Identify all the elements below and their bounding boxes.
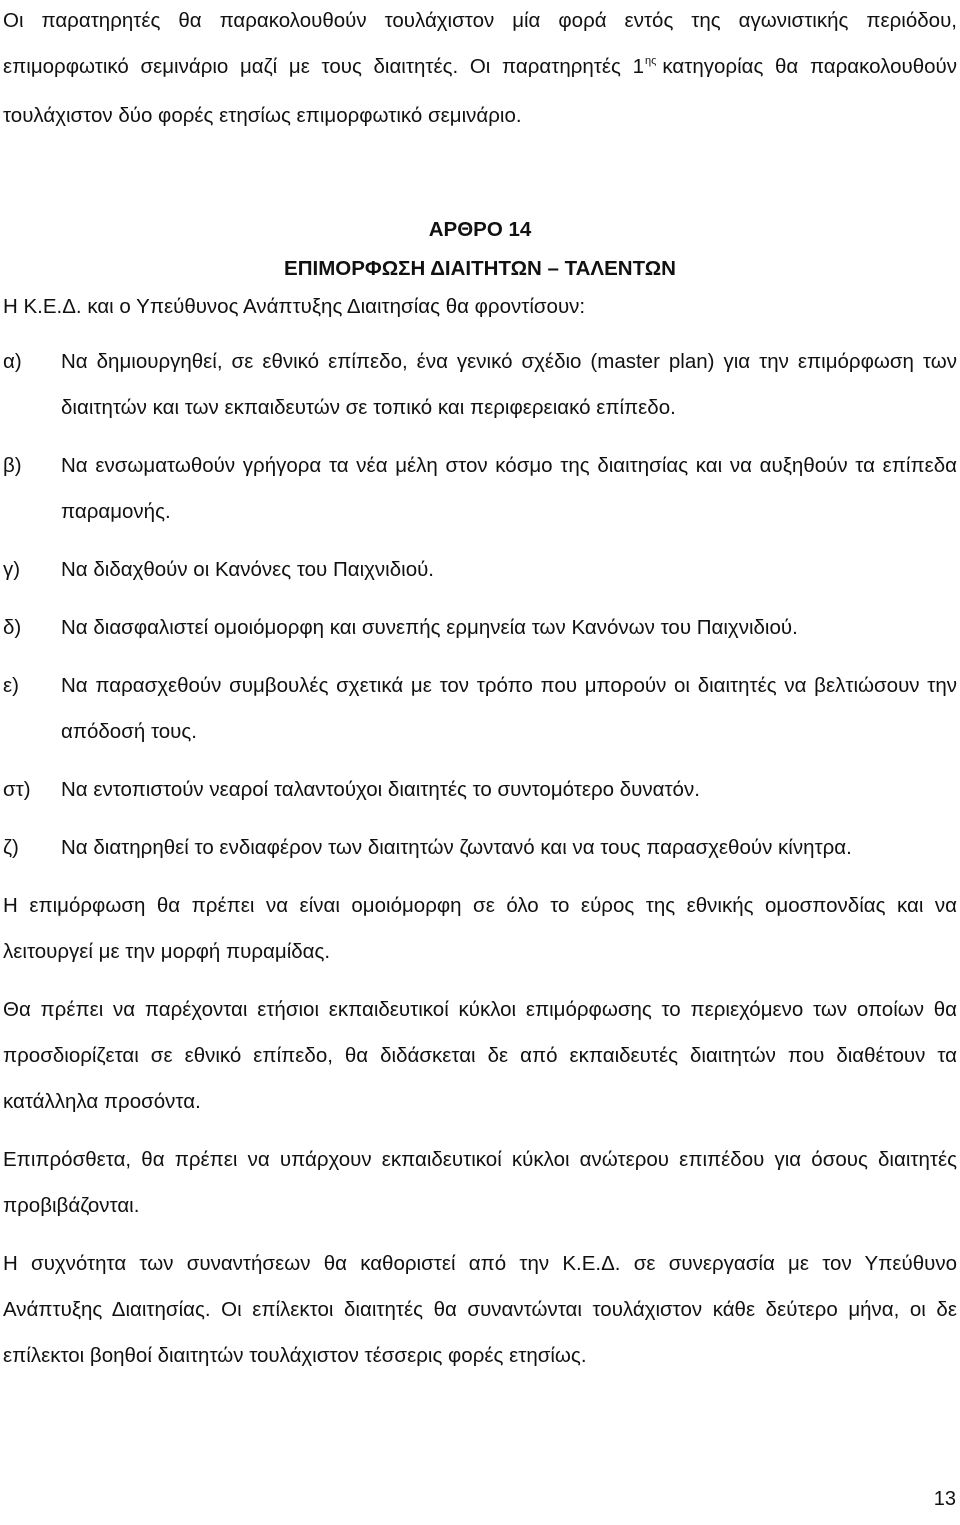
list-item xyxy=(3,767,957,813)
list-item xyxy=(3,443,957,535)
list-item-text: Να διδαχθούν οι Κανόνες του Παιχνιδιού. xyxy=(61,558,435,581)
top-paragraph-text: Οι παρατηρητές θα παρακολουθούν τουλάχιστον μία φορά εντός της αγωνιστικής περιόδου, επιμορφωτικό σεμινάριο μαζί με τους διαιτητές. Οι παρατηρητές xyxy=(3,9,957,78)
article-title: ΑΡΘΡΟ 14 xyxy=(428,218,532,241)
article-subtitle: ΕΠΙΜΟΡΦΩΣΗ ΔΙΑΙΤΗΤΩΝ – ΤΑΛΕΝΤΩΝ xyxy=(284,257,676,280)
list-item xyxy=(3,547,957,593)
list-item-label: στ) xyxy=(3,778,31,801)
list-item xyxy=(3,825,957,871)
list-item-text: Να δημιουργηθεί, σε εθνικό επίπεδο, ένα γενικό σχέδιο (master plan) για την επιμόρφωση των διαιτητών και των εκπαιδευτών σε τοπικό και περιφερειακό επίπεδο. xyxy=(61,350,957,419)
list-item xyxy=(3,605,957,651)
list-item-label: δ) xyxy=(3,616,22,639)
obligations-list xyxy=(3,339,957,871)
list-item-label: α) xyxy=(3,350,22,373)
list-item-text: Να παρασχεθούν συμβουλές σχετικά με τον τρόπο που μπορούν οι διαιτητές να βελτιώσουν την απόδοσή τους. xyxy=(61,674,957,743)
list-item xyxy=(3,663,957,755)
list-item-text: Να εντοπιστούν νεαροί ταλαντούχοι διαιτητές το συντομότερο δυνατόν. xyxy=(61,778,700,801)
list-item-label: β) xyxy=(3,454,22,477)
body-paragraph: Η επιμόρφωση θα πρέπει να είναι ομοιόμορφη σε όλο το εύρος της εθνικής ομοσπονδίας και να λειτουργεί με την μορφή πυραμίδας. xyxy=(3,894,957,963)
document-page xyxy=(3,0,957,1379)
top-paragraph-number: 1 xyxy=(632,55,644,78)
list-item-label: ζ) xyxy=(3,836,19,859)
body-paragraph: Η συχνότητα των συναντήσεων θα καθοριστεί από την Κ.Ε.Δ. σε συνεργασία με τον Υπεύθυνο Ανάπτυξης Διαιτησίας. Οι επίλεκτοι διαιτητές θα συναντώνται τουλάχιστον κάθε δεύτερο μήνα, οι δε επίλεκτοι βοηθοί διαιτητών τουλάχιστον τέσσερις φορές ετησίως. xyxy=(3,1252,957,1367)
list-item-label: ε) xyxy=(3,674,19,697)
list-item-text: Να διατηρηθεί το ενδιαφέρον των διαιτητών ζωντανό και να τους παρασχεθούν κίνητρα. xyxy=(61,836,852,859)
top-paragraph-rest: κατηγορίας θα παρακολουθούν τουλάχιστον δύο φορές ετησίως επιμορφωτικό σεμινάριο. xyxy=(3,55,957,127)
list-item-text: Να ενσωματωθούν γρήγορα τα νέα μέλη στον κόσμο της διαιτησίας και να αυξηθούν τα επίπεδα παραμονής. xyxy=(61,454,957,523)
list-item-text: Να διασφαλιστεί ομοιόμορφη και συνεπής ερμηνεία των Κανόνων του Παιχνιδιού. xyxy=(61,616,798,639)
body-paragraph: Θα πρέπει να παρέχονται ετήσιοι εκπαιδευτικοί κύκλοι επιμόρφωσης το περιεχόμενο των οποίων θα προσδιορίζεται σε εθνικό επίπεδο, θα διδάσκεται δε από εκπαιδευτές διαιτητών που διαθέτουν τα κατάλληλα προσόντα. xyxy=(3,998,957,1113)
top-paragraph xyxy=(3,0,957,139)
page-number: 13 xyxy=(933,1488,956,1510)
list-item xyxy=(3,339,957,431)
list-item-label: γ) xyxy=(3,558,21,581)
body-paragraph: Επιπρόσθετα, θα πρέπει να υπάρχουν εκπαιδευτικοί κύκλοι ανώτερου επιπέδου για όσους διαιτητές προβιβάζονται. xyxy=(3,1148,957,1217)
top-paragraph-superscript: ης xyxy=(644,55,657,67)
intro-paragraph: Η Κ.Ε.Δ. και ο Υπεύθυνος Ανάπτυξης Διαιτησίας θα φροντίσουν: xyxy=(3,295,586,318)
